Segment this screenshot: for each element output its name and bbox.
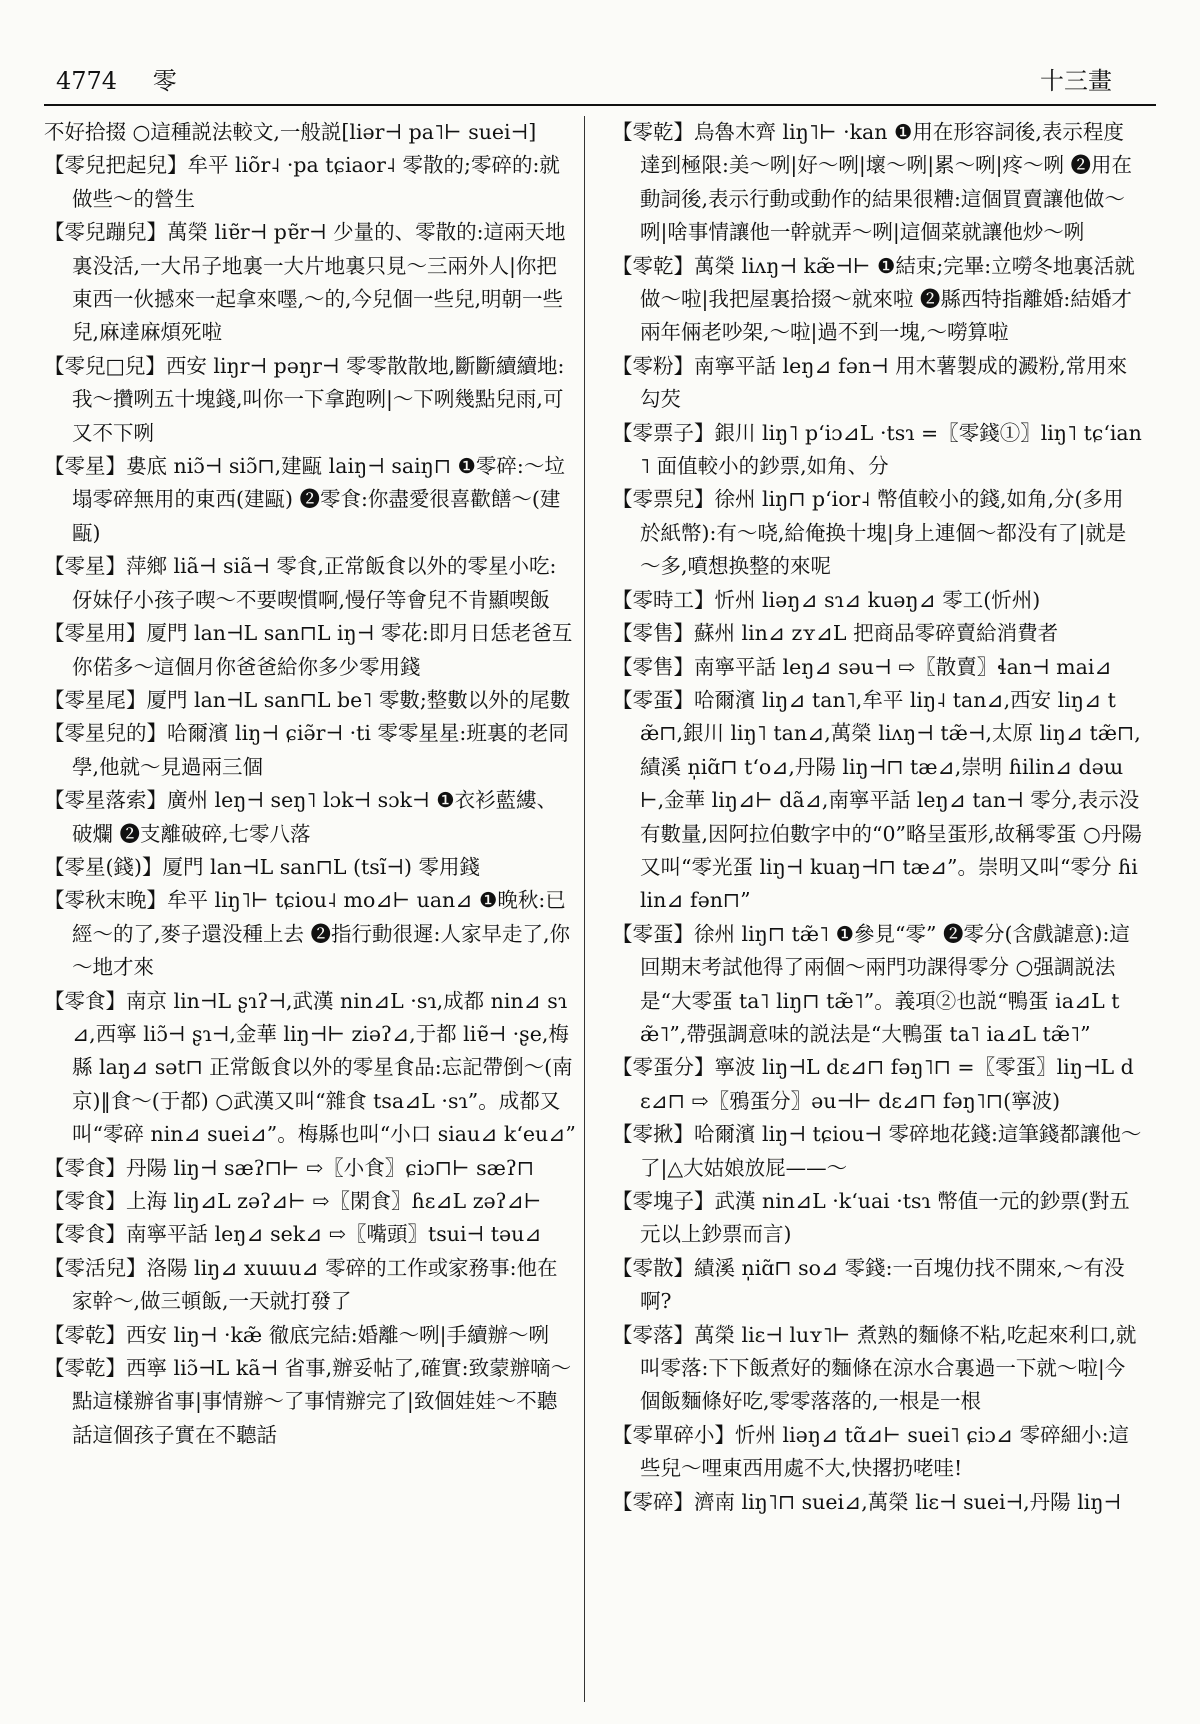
dictionary-entry: 【零星用】厦門 lan⊣L san⊓L iŋ⊣ 零花:即月日恁老爸互你偌多～這個月你爸爸給你多少零用錢 <box>44 621 573 679</box>
header-left <box>56 61 205 96</box>
dictionary-entry: 【零票子】銀川 liŋ˥ pʻiɔ⊿L ·tsɿ =〖零錢①〗liŋ˥ tɕʻian˥ 面值較小的鈔票,如角、分 <box>612 420 1142 479</box>
dictionary-entry: 【零票兒】徐州 liŋ⊓ pʻior˨ 幣值較小的錢,如角,分(多用於紙幣):有～哓,給俺换十塊|身上連個～都没有了|就是～多,噴想换整的來呢 <box>612 487 1127 579</box>
dictionary-entry: 【零揪】哈爾濱 liŋ⊣ tɕiou⊣ 零碎地花錢:這筆錢都讓他～了|△大姑娘放屁——～ <box>612 1122 1142 1180</box>
dictionary-entry: 【零星兒的】哈爾濱 liŋ⊣ ɕiə̃r⊣ ·ti 零零星星:班裏的老同學,他就～見過兩三個 <box>44 721 569 779</box>
dictionary-entry: 【零食】南寧平話 leŋ⊿ sek⊿ ⇨〖嘴頭〗tsui⊣ təu⊿ <box>44 1222 542 1247</box>
dictionary-entry: 【零星落索】廣州 leŋ⊣ seŋ˥ lɔk⊣ sɔk⊣ ❶衣衫藍縷、破爛 ❷支離破碎,七零八落 <box>44 788 558 846</box>
dictionary-entry: 【零兒□兒】西安 liŋr⊣ pəŋr⊣ 零零散散地,斷斷續續地:我～攢咧五十塊錢,叫你一下拿跑咧|～下咧幾點兒雨,可又不下咧 <box>44 353 565 445</box>
dictionary-entry: 【零乾】西安 liŋ⊣ ·kæ̃ 徹底完結:婚離～咧|手續辦～咧 <box>44 1322 550 1347</box>
page-number: 4774 <box>56 67 118 95</box>
dictionary-entry: 【零秋末晚】牟平 liŋ˥⊢ tɕiou˨ mo⊿⊢ uan⊿ ❶晚秋:已經～的了,麥子還没種上去 ❷指行動很遲:人家早走了,你～地才來 <box>44 888 570 980</box>
dictionary-entry: 【零蛋分】寧波 liŋ⊣L dɛ⊿⊓ fəŋ˥⊓ =〖零蛋〗liŋ⊣L dɛ⊿⊓ ⇨〖鴉蛋分〗əu⊣⊢ dɛ⊿⊓ fəŋ˥⊓(寧波) <box>612 1055 1134 1113</box>
dictionary-entry: 【零星】婁底 niɔ̃⊣ siɔ̃⊓,建甌 laiŋ⊣ saiŋ⊓ ❶零碎:～垃塌零碎無用的東西(建甌) ❷零食:你盡愛很喜歡饍～(建甌) <box>44 454 565 545</box>
right-column <box>612 116 1144 1706</box>
dictionary-entry: 【零時工】忻州 liəŋ⊿ sɿ⊿ kuəŋ⊿ 零工(忻州) <box>612 587 1041 612</box>
column-divider <box>584 116 585 1702</box>
dictionary-entry: 【零蛋】徐州 liŋ⊓ tæ̃˥ ❶參見“零” ❷零分(含戲謔意):這回期末考試他得了兩個～兩門功課得零分 ○强調説法是“大零蛋 ta˥ liŋ⊓ tæ̃˥”。義項②也説“鴨蛋 ia⊿L tæ̃˥”,帶强調意味的説法是“大鴨蛋 ta˥ ia⊿L tæ̃˥” <box>612 921 1130 1046</box>
stroke-count: 十三畫 <box>1040 67 1112 95</box>
dictionary-entry: 【零塊子】武漢 nin⊿L ·kʻuai ·tsɿ 幣值一元的鈔票(對五元以上鈔票而言) <box>612 1189 1130 1247</box>
dictionary-entry: 【零食】丹陽 liŋ⊣ sæʔ⊓⊢ ⇨〖小食〗ɕiɔ⊓⊢ sæʔ⊓ <box>44 1155 535 1180</box>
dictionary-entry: 【零活兒】洛陽 liŋ⊿ xuɯu⊿ 零碎的工作或家務事:他在家幹～,做三頓飯,一天就打發了 <box>44 1255 558 1314</box>
dictionary-entry: 【零散】績溪 n̩iɑ̃⊓ so⊿ 零錢:一百塊仂找不開來,～有没啊? <box>612 1255 1125 1314</box>
header-rule <box>44 104 1156 106</box>
dictionary-entry: 【零售】南寧平話 leŋ⊿ səu⊣ ⇨〖散賣〗ɬan⊣ mai⊿ <box>612 654 1112 679</box>
dictionary-entry: 【零蛋】哈爾濱 liŋ⊿ tan˥,牟平 liŋ˨ tan⊿,西安 liŋ⊿ tæ̃⊓,銀川 liŋ˥ tan⊿,萬榮 liʌŋ⊣ tæ̃⊣,太原 liŋ⊿ tæ̃⊓,績溪 n̩iɑ̃⊓ tʻo⊿,丹陽 liŋ⊣⊓ tæ⊿,崇明 ɦilin⊿ dəɯ⊢,金華 liŋ⊿⊢ dã⊿,南寧平話 leŋ⊿ tan⊣ 零分,表示没有數量,因阿拉伯數字中的“0”略呈蛋形,故稱零蛋 ○丹陽又叫“零光蛋 liŋ⊣ kuaŋ⊣⊓ tæ⊿”。崇明又叫“零分 ɦilin⊿ fən⊓” <box>612 687 1142 913</box>
left-column <box>44 116 576 1706</box>
dictionary-entry: 【零食】南京 lin⊣L ʂɿʔ⊣,武漢 nin⊿L ·sɿ,成都 nin⊿ sɿ⊿,西寧 liɔ̃⊣ ʂɿ⊣,金華 liŋ⊣⊢ ziəʔ⊿,于都 liɐ̃⊣ ·ʂe,梅縣 laŋ⊿ sət⊓ 正常飯食以外的零星食品:忘記帶倒～(南京)‖食～(于都) ○武漢又叫“雜食 tsa⊿L ·sɿ”。成都又叫“零碎 nin⊿ suei⊿”。梅縣也叫“小口 siau⊿ kʻeu⊿” <box>44 988 576 1147</box>
running-headword: 零 <box>152 67 177 95</box>
dictionary-entry: 【零星】萍鄉 liã⊣ siã⊣ 零食,正常飯食以外的零星小吃:伢妹仔小孩子喫～不要喫慣啊,慢仔等會兒不肯顯喫飯 <box>44 554 557 612</box>
dictionary-entry: 【零乾】烏魯木齊 liŋ˥⊢ ·kan ❶用在形容詞後,表示程度達到極限:美～咧|好～咧|壞～咧|累～咧|疼～咧 ❷用在動詞後,表示行動或動作的結果很糟:這個買賣讓他做～咧|啥事情讓他一幹就弄～咧|這個菜就讓他炒～咧 <box>612 120 1133 245</box>
dictionary-entry: 【零售】蘇州 lin⊿ zʏ⊿L 把商品零碎賣給消費者 <box>612 621 1059 646</box>
dictionary-entry: 【零兒把起兒】牟平 liõr˨ ·pa tɕiaor˨ 零散的;零碎的:就做些～的營生 <box>44 153 560 211</box>
page-header <box>56 56 1112 96</box>
dictionary-entry: 【零星(錢)】厦門 lan⊣L san⊓L (tsĩ⊣) 零用錢 <box>44 854 480 879</box>
dictionary-entry: 【零粉】南寧平話 leŋ⊿ fən⊣ 用木薯製成的澱粉,常用來勾芡 <box>612 353 1128 412</box>
dictionary-entry: 【零乾】萬榮 liʌŋ⊣ kæ̃⊣⊢ ❶結束;完畢:立嘮冬地裏活就做～啦|我把屋裏拾掇～就來啦 ❷縣西特指離婚:結婚才兩年倆老吵架,～啦|過不到一塊,～嘮算啦 <box>612 253 1135 345</box>
dictionary-entry: 【零兒蹦兒】萬榮 liɐ̃r⊣ pɐ̃r⊣ 少量的、零散的:這兩天地裏没活,一大吊子地裏一大片地裏只見～三兩外人|你把東西一伙撼來一起拿來嚜,～的,今兒個一些兒,明朝一些兒,麻達麻煩死啦 <box>44 220 566 345</box>
dictionary-entry: 【零星尾】厦門 lan⊣L san⊓L be˥ 零數;整數以外的尾數 <box>44 687 571 712</box>
dictionary-entry: 【零單碎小】忻州 liəŋ⊿ tɑ̃⊿⊢ suei˥ ɕiɔ⊿ 零碎細小:這些兒～哩東西用處不大,快撂扔咾哇! <box>612 1422 1129 1481</box>
dictionary-entry: 【零落】萬榮 liɛ⊣ luʏ˥⊢ 煮熟的麵條不粘,吃起來利口,就叫零落:下下飯煮好的麵條在涼水合裏過一下就～啦|今個飯麵條好吃,零零落落的,一根是一根 <box>612 1322 1137 1414</box>
dictionary-entry: 【零乾】西寧 liɔ̃⊣L kã⊣ 省事,辦妥帖了,確實:致蒙辦嘀～點這樣辦省事|事情辦～了事情辦完了|致個娃娃～不聽話這個孩子實在不聽話 <box>44 1356 572 1447</box>
dictionary-entry: 【零食】上海 liŋ⊿L zəʔ⊿⊢ ⇨〖閑食〗ɦɛ⊿L zəʔ⊿⊢ <box>44 1189 542 1213</box>
dictionary-entry: 【零碎】濟南 liŋ˥⊓ suei⊿,萬榮 liɛ⊣ suei⊣,丹陽 liŋ⊣ <box>612 1489 1122 1514</box>
dictionary-entry: 不好拾掇 ○這種説法較文,一般説[liər⊣ pa˥⊢ suei⊣] <box>44 120 537 144</box>
